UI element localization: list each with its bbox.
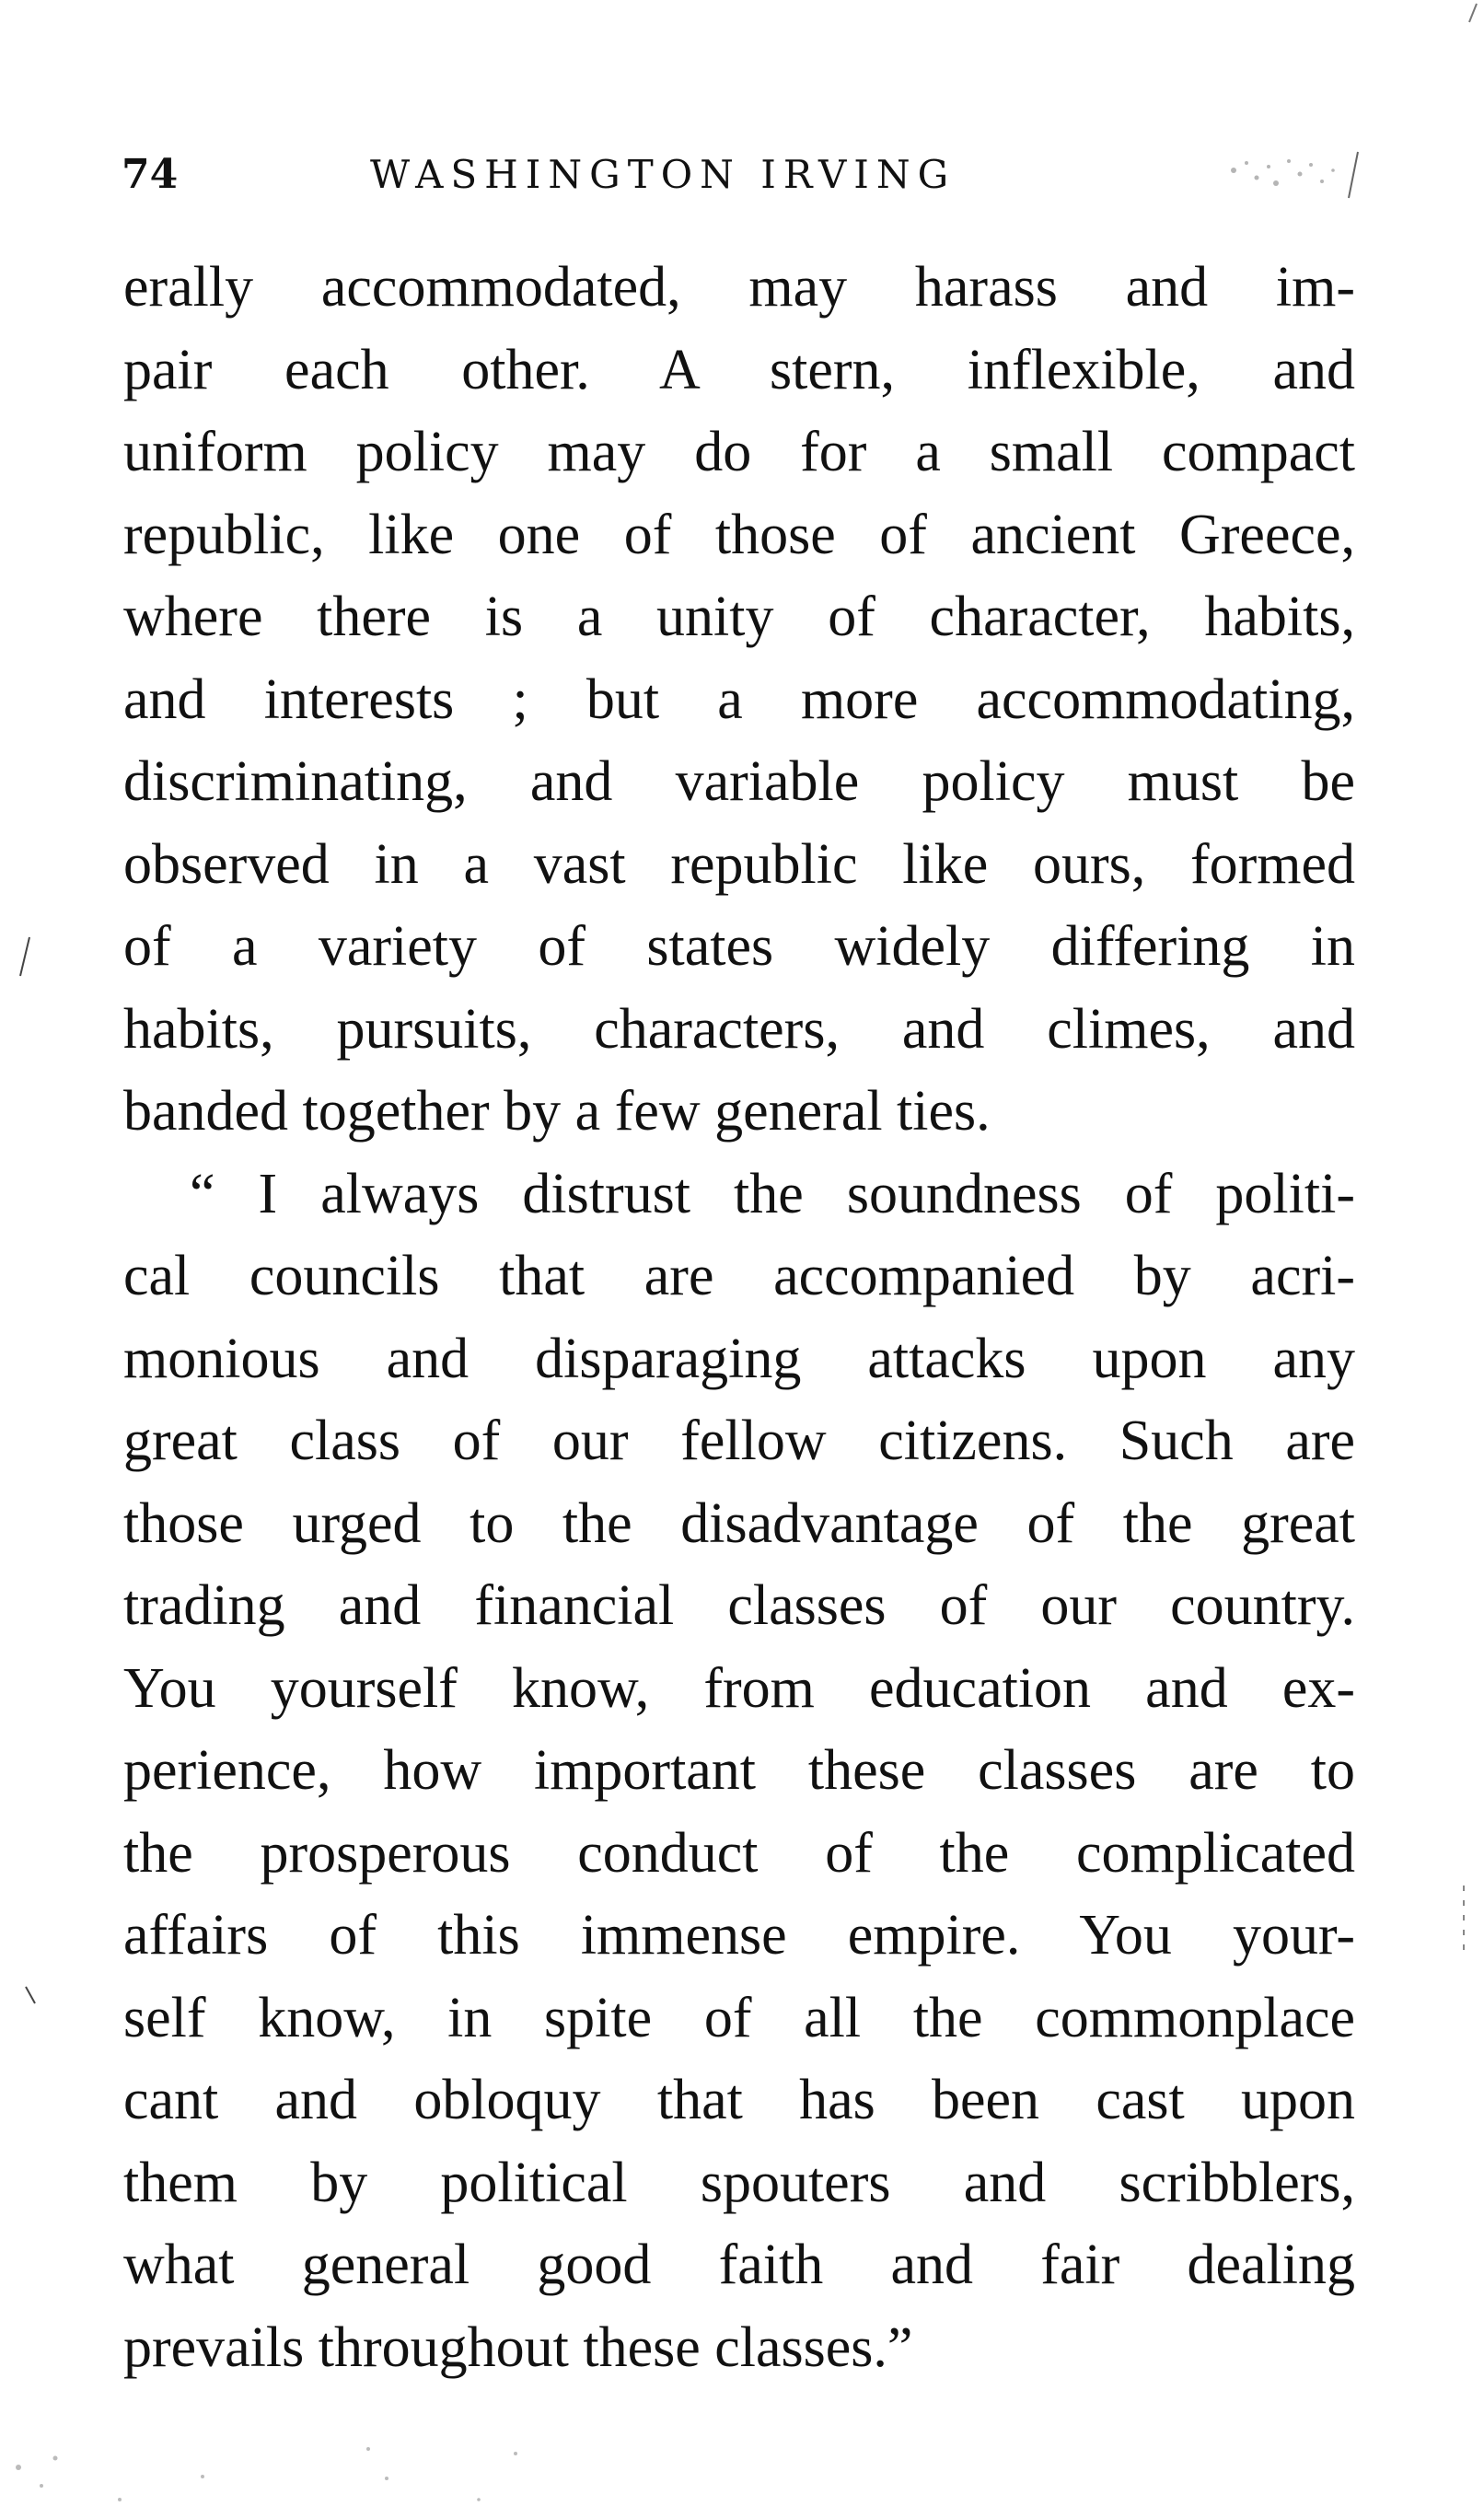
running-head bbox=[122, 147, 1355, 203]
text-line: “ I always distrust the soundness of politi- bbox=[190, 1162, 1355, 1225]
text-line: cal councils that are accompanied by acri- bbox=[123, 1245, 1355, 1307]
text-line: self know, in spite of all the commonplace bbox=[123, 1986, 1355, 2049]
text-line: banded together by a few general ties. bbox=[123, 1080, 991, 1143]
text-line: discriminating, and variable policy must be bbox=[123, 750, 1355, 813]
text-line: of a variety of states widely differing in bbox=[123, 915, 1355, 978]
margin-tick-mark bbox=[1455, 1878, 1473, 1961]
text-line: them by political spouters and scribblers, bbox=[123, 2151, 1355, 2214]
text-line: those urged to the disadvantage of the great bbox=[123, 1491, 1355, 1555]
text-line: monious and disparaging attacks upon any bbox=[123, 1327, 1355, 1390]
text-line: pair each other. A stern, inflexible, and bbox=[123, 338, 1355, 401]
text-line: where there is a unity of character, habits, bbox=[123, 586, 1355, 648]
text-line: what general good faith and fair dealing bbox=[123, 2234, 1355, 2296]
page-number: 74 bbox=[122, 151, 179, 198]
text-line: republic, like one of those of ancient Greece, bbox=[123, 503, 1355, 566]
text-line: observed in a vast republic like ours, formed bbox=[123, 832, 1355, 896]
text-line: trading and financial classes of our country. bbox=[123, 1574, 1355, 1637]
margin-tick-mark bbox=[11, 930, 39, 985]
body-text bbox=[123, 247, 1355, 2389]
text-line: the prosperous conduct of the complicated bbox=[123, 1821, 1355, 1885]
text-line: cant and obloquy that has been cast upon bbox=[123, 2069, 1355, 2131]
text-line: erally accommodated, may harass and im- bbox=[123, 256, 1355, 319]
ink-smudge-mark bbox=[1215, 143, 1372, 207]
text-line: perience, how important these classes are to bbox=[123, 1739, 1355, 1802]
text-line: uniform policy may do for a small compact bbox=[123, 421, 1355, 483]
margin-tick-mark bbox=[1464, 0, 1482, 28]
running-title: WASHINGTON IRVING bbox=[370, 152, 956, 197]
bottom-speckle-marks bbox=[0, 2412, 644, 2518]
text-line: and interests ; but a more accommodating, bbox=[123, 667, 1355, 731]
text-line: great class of our fellow citizens. Such are bbox=[123, 1410, 1355, 1472]
margin-tick-mark bbox=[20, 1979, 48, 2016]
text-line: habits, pursuits, characters, and climes, and bbox=[123, 997, 1355, 1061]
text-line: affairs of this immense empire. You your- bbox=[123, 1904, 1355, 1967]
text-line: prevails throughout these classes.” bbox=[123, 2315, 913, 2379]
text-line: You yourself know, from education and ex- bbox=[123, 1656, 1355, 1720]
